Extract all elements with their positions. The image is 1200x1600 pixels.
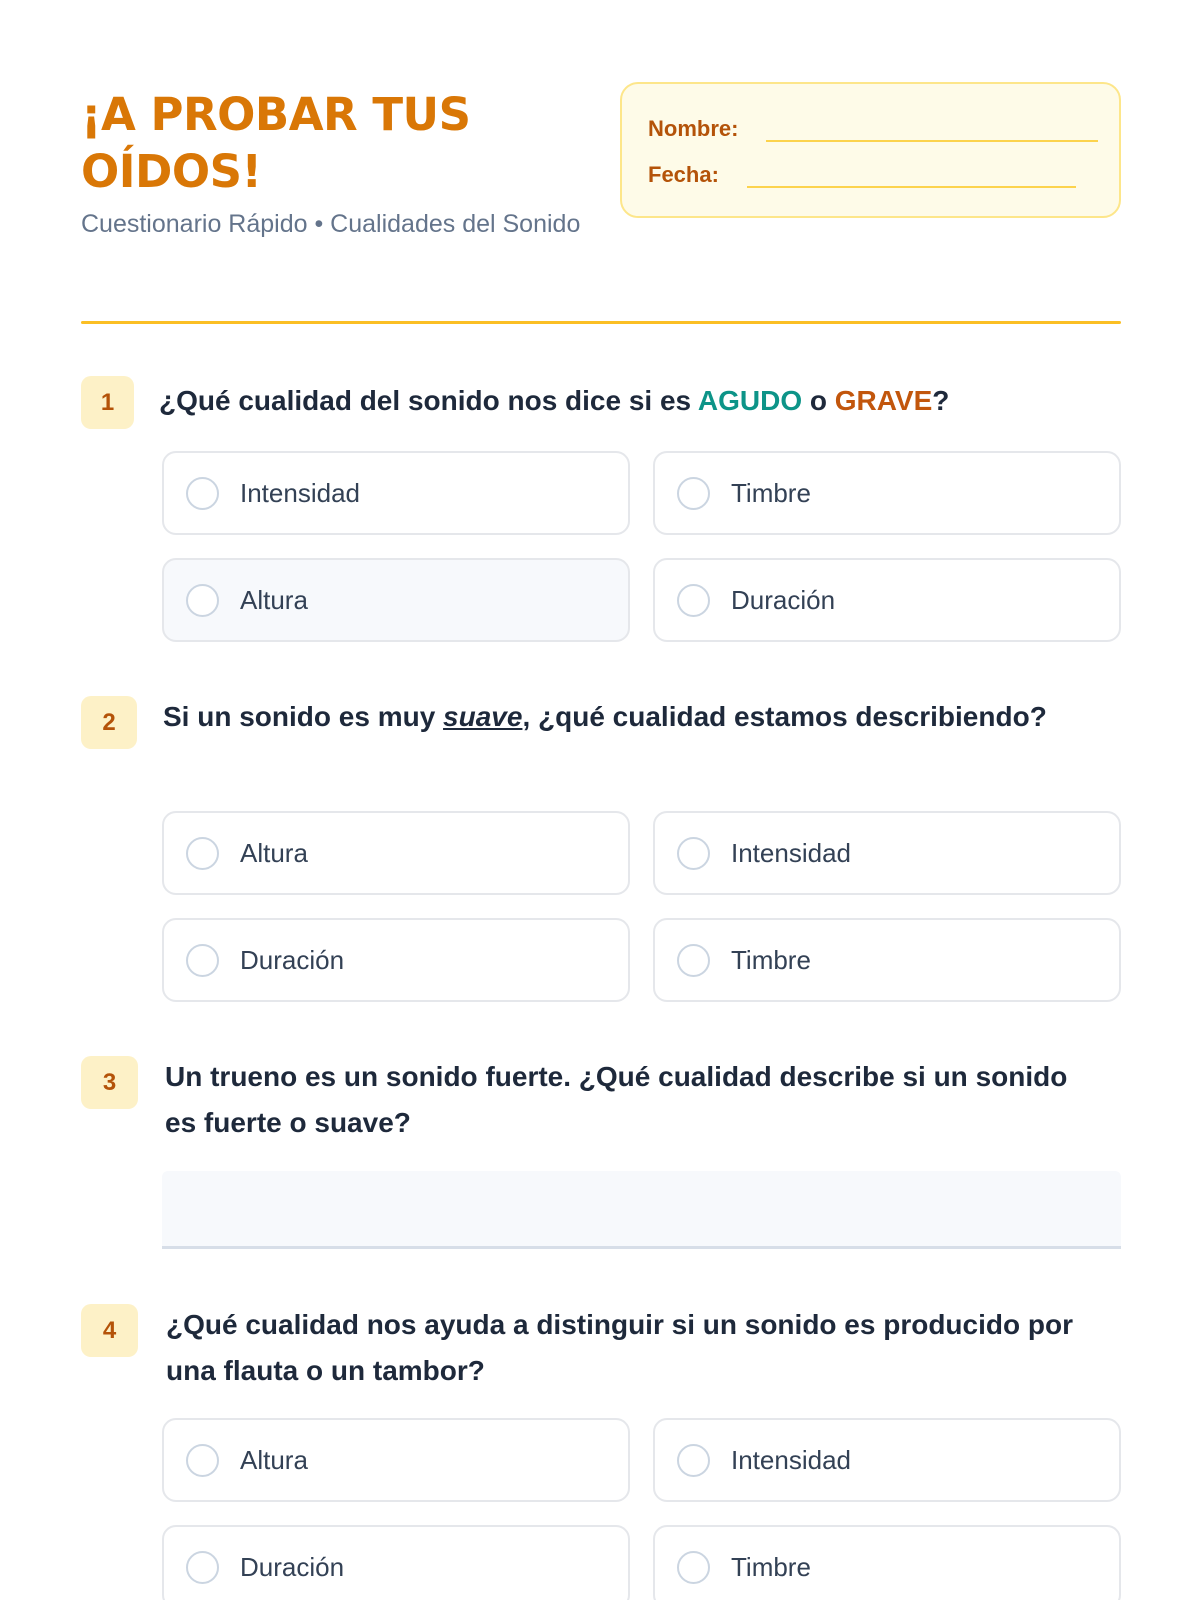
option-timbre[interactable] [653, 918, 1121, 1002]
question-number-badge: 2 [81, 696, 137, 749]
option-label: Altura [240, 584, 308, 615]
keyword-grave: GRAVE [834, 385, 933, 416]
question-text: Un trueno es un sonido fuerte. ¿Qué cualidad describe si un sonido es fuerte o suave? [165, 1061, 1068, 1138]
quiz-header [81, 82, 1121, 322]
option-label: Timbre [731, 1551, 811, 1582]
radio-button[interactable] [186, 1551, 219, 1584]
option-timbre[interactable] [653, 451, 1121, 535]
name-field[interactable] [766, 140, 1098, 142]
option-altura[interactable] [162, 811, 630, 895]
option-duracion[interactable] [653, 558, 1121, 642]
radio-button[interactable] [186, 477, 219, 510]
question-number-badge: 3 [81, 1056, 138, 1109]
option-intensidad[interactable] [653, 811, 1121, 895]
keyword-suave: suave [443, 701, 523, 732]
question-text: ¿Qué cualidad nos ayuda a distinguir si un sonido es producido por una flauta o un tambor? [166, 1309, 1073, 1386]
radio-button[interactable] [677, 944, 710, 977]
question-text-part: ¿Qué cualidad del sonido nos dice si es [159, 385, 698, 416]
page-subtitle: Cuestionario Rápido • Cualidades del Sonido [81, 210, 581, 238]
option-intensidad[interactable] [162, 451, 630, 535]
option-altura[interactable] [162, 1418, 630, 1502]
option-label: Intensidad [731, 837, 851, 868]
option-timbre[interactable] [653, 1525, 1121, 1600]
question-text [159, 378, 1099, 424]
question-text-part: , ¿qué cualidad estamos describiendo? [522, 701, 1047, 732]
name-label: Nombre: [648, 116, 739, 141]
radio-button[interactable] [186, 1444, 219, 1477]
radio-button[interactable] [677, 1551, 710, 1584]
option-duracion[interactable] [162, 1525, 630, 1600]
page-title: ¡A PROBAR TUS OÍDOS! [81, 88, 471, 198]
option-intensidad[interactable] [653, 1418, 1121, 1502]
radio-button[interactable] [677, 584, 710, 617]
option-label: Intensidad [240, 477, 360, 508]
option-label: Timbre [731, 477, 811, 508]
question-number-badge: 1 [81, 376, 134, 429]
quiz-page [81, 0, 1121, 1600]
name-row [648, 112, 1098, 142]
date-field[interactable] [747, 186, 1076, 188]
radio-button[interactable] [677, 1444, 710, 1477]
student-info-card [620, 82, 1121, 218]
option-label: Intensidad [731, 1444, 851, 1475]
question-text [163, 694, 1103, 740]
date-label: Fecha: [648, 162, 719, 187]
option-duracion[interactable] [162, 918, 630, 1002]
question-text-part: ? [932, 385, 950, 416]
option-label: Altura [240, 837, 308, 868]
radio-button[interactable] [677, 837, 710, 870]
question-number-badge: 4 [81, 1304, 138, 1357]
question-text-part: o [802, 385, 835, 416]
question-text-part: Si un sonido es muy [163, 701, 444, 732]
option-label: Duración [731, 584, 836, 615]
radio-button[interactable] [186, 837, 219, 870]
option-label: Timbre [731, 944, 811, 975]
radio-button[interactable] [186, 584, 219, 617]
keyword-agudo: AGUDO [697, 385, 803, 416]
radio-button[interactable] [186, 944, 219, 977]
radio-button[interactable] [677, 477, 710, 510]
option-label: Altura [240, 1444, 308, 1475]
option-label: Duración [240, 944, 345, 975]
option-altura[interactable] [162, 558, 630, 642]
header-divider [81, 321, 1121, 324]
option-label: Duración [240, 1551, 345, 1582]
date-row [648, 158, 1076, 188]
answer-input[interactable] [162, 1171, 1121, 1249]
